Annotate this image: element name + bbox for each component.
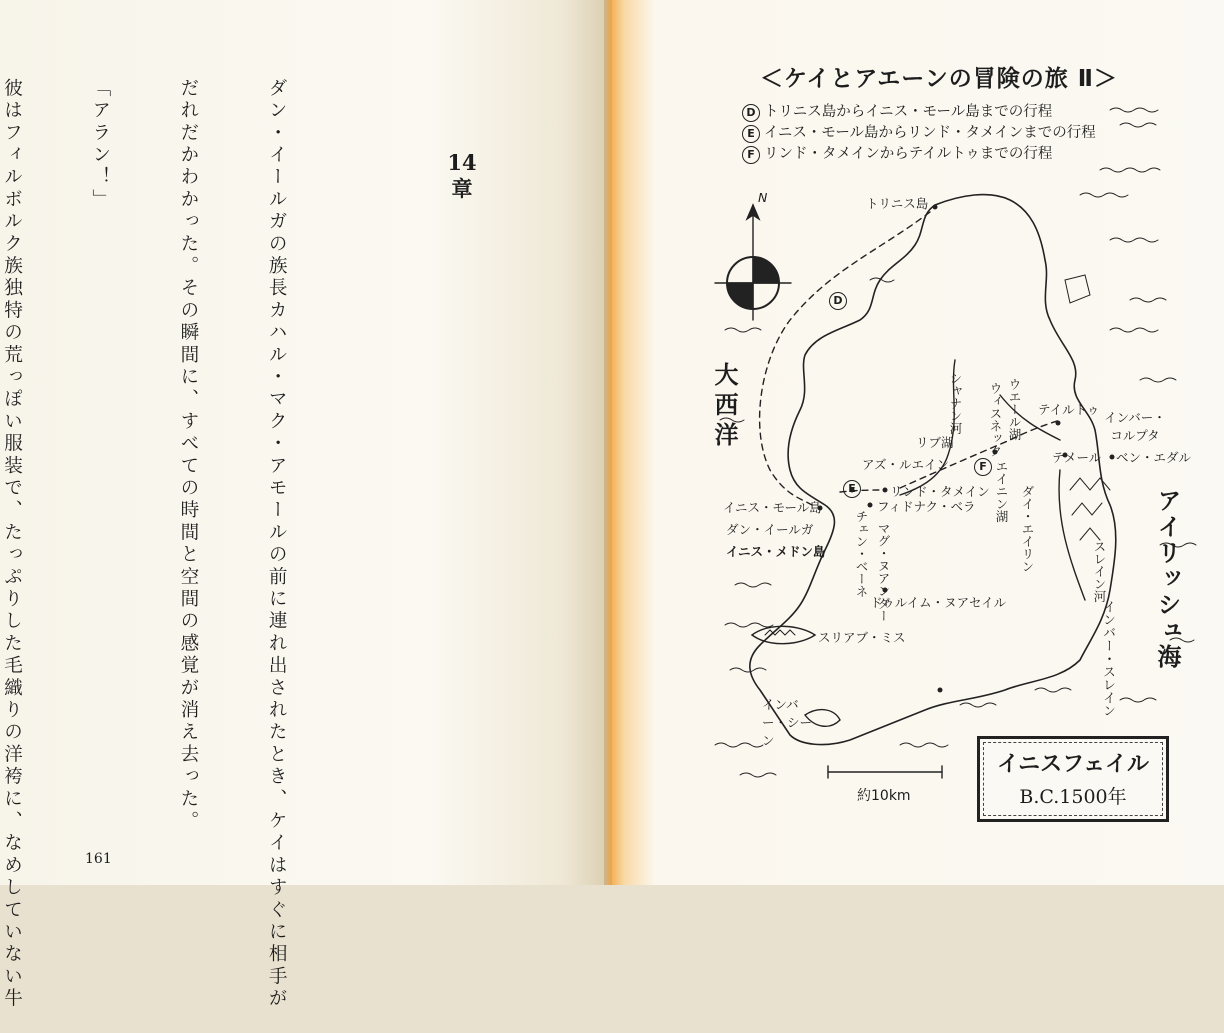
route-f-line — [900, 420, 1060, 488]
place-wisneach: ウィスネック — [988, 382, 1003, 457]
map-marker-e: E — [843, 480, 865, 498]
scale-label: 約10km — [857, 788, 911, 804]
place-chen-bene: チェン・ベーネ — [854, 510, 869, 598]
route-d-marker: D — [742, 104, 760, 122]
chapter-word: 章 — [451, 176, 473, 201]
compass-north-label: N — [758, 190, 768, 205]
map-title: ＜ケイとアエーンの冒険の旅 Ⅱ＞ — [760, 66, 1118, 92]
place-druim: ドゥルイム・ヌアセイル — [870, 595, 1007, 610]
place-rib-lake: リブ湖 — [916, 435, 954, 450]
route-f-text: リンド・タメインからテイルトゥまでの行程 — [764, 146, 1053, 162]
place-teltu: テイルトゥ — [1038, 402, 1100, 417]
slane-river — [1059, 470, 1085, 600]
text-line: 「アラン！」 — [89, 78, 111, 212]
route-f-marker: F — [742, 146, 760, 164]
place-slane-river: スレイン河 — [1092, 540, 1107, 603]
compass-rose — [715, 205, 791, 320]
place-temair: テメール — [1052, 450, 1102, 465]
place-azrurein: アズ・ルエイン — [862, 457, 950, 472]
place-trinis: トリニス島 — [866, 196, 929, 211]
place-fidnaka-bera: フィドナク・ベラ — [877, 499, 976, 514]
route-legend-e — [742, 121, 1096, 143]
scale-bar — [828, 766, 942, 778]
route-e-text: イニス・モール島からリンド・タメインまでの行程 — [764, 125, 1096, 141]
atlantic-label: 大西洋 — [710, 362, 738, 452]
route-legend-f — [742, 142, 1052, 164]
route-e-marker: E — [742, 125, 760, 143]
place-weir-lake: ウエール湖 — [1007, 378, 1022, 441]
place-lind-tamein: リンド・タメイン — [890, 484, 990, 499]
route-d-text: トリニス島からイニス・モール島までの行程 — [764, 104, 1053, 120]
cartouche-title: イニスフェイル — [996, 752, 1150, 777]
place-inis-medon: イニス・メドン島 — [726, 544, 826, 559]
map-marker-f: F — [974, 458, 996, 476]
route-legend-d — [742, 100, 1052, 122]
cartouche-date: B.C.1500年 — [1019, 786, 1127, 808]
place-inis-mor: イニス・モール島 — [723, 500, 822, 515]
place-ben-edar: ベン・エダル — [1116, 450, 1192, 465]
text-line: 彼はフィルボルク族独特の荒っぽい服装で、たっぷりした毛織りの洋袴に、なめしていない牛 — [1, 78, 23, 1011]
chapter-number: 14 — [447, 150, 477, 175]
place-inver-slane: インバー・スレイン — [1100, 600, 1115, 717]
sliab-mis-ridge — [765, 630, 795, 635]
place-sliab-mis: スリアブ・ミス — [818, 630, 906, 645]
place-shannon: シャナン河 — [948, 372, 963, 435]
northern-lake — [1065, 275, 1090, 303]
place-inver-shane: インバー・シーン — [762, 697, 813, 748]
text-line: ダン・イールガの族長カハル・マク・アモールの前に連れ出されたとき、ケイはすぐに相手が — [266, 78, 288, 1011]
page-number: 161 — [85, 851, 112, 867]
text-line: だれだかわかった。その瞬間に、すべての時間と空間の感覚が消え去った。 — [177, 78, 199, 833]
map-cartouche — [977, 736, 1169, 822]
place-mag-ninander: マグ・ヌアンダー — [876, 522, 891, 622]
map-marker-d: D — [829, 292, 851, 310]
place-einin-lake: エイニン湖 — [994, 460, 1009, 523]
place-inver-colpta: インバー・コルプタ — [1104, 410, 1166, 443]
place-dan-ilga: ダン・イールガ — [726, 522, 814, 537]
sliab-mis-peninsula — [752, 626, 815, 643]
irish-sea-label: アイリッシュ海 — [1153, 488, 1181, 670]
place-dai-eirin: ダイ・エイリン — [1020, 485, 1035, 573]
